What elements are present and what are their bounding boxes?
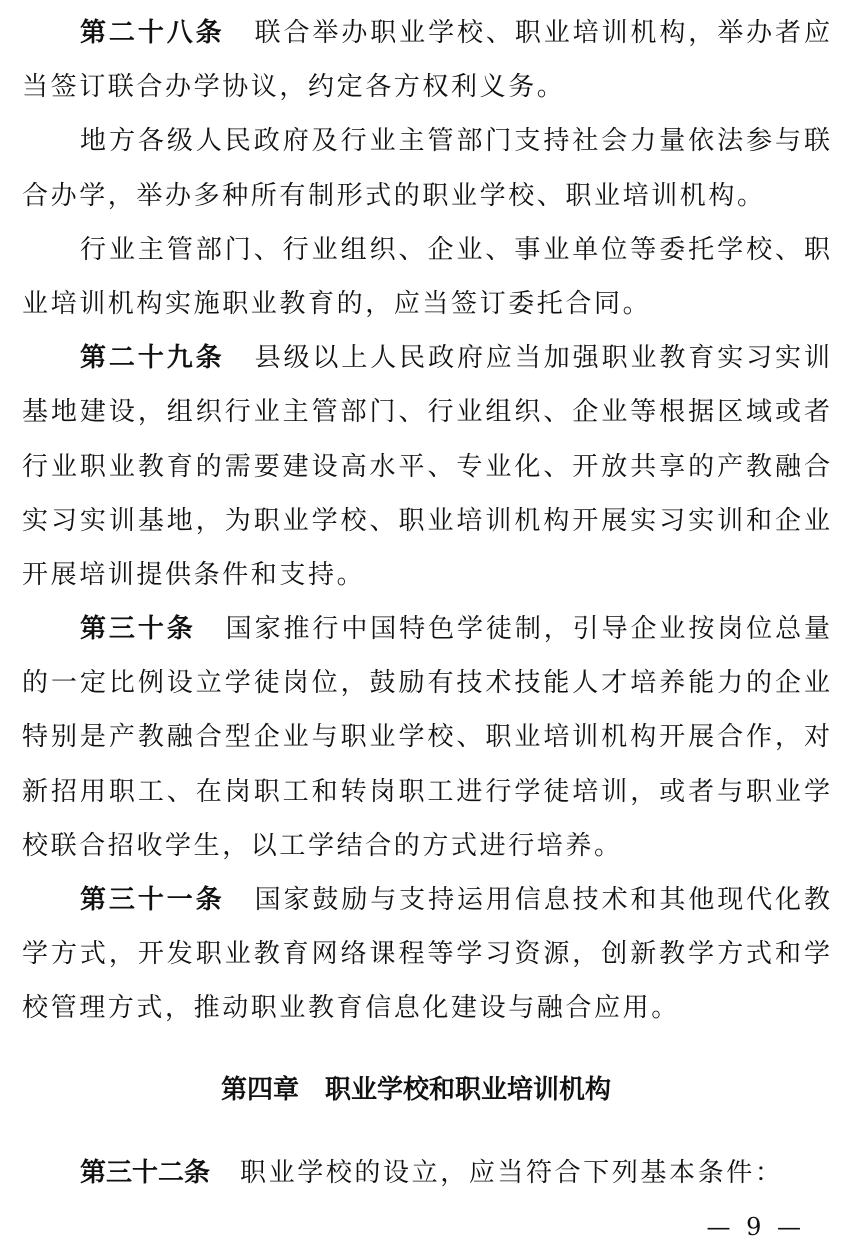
text-line — [22, 819, 830, 873]
chapter-section — [22, 1146, 830, 1200]
text-line — [22, 710, 830, 764]
text-line — [22, 223, 830, 277]
text-line — [22, 765, 830, 819]
text-line — [22, 385, 830, 439]
line-text: 新招用职工、在岗职工和转岗职工进行学徒培训，或者与职业学 — [22, 776, 830, 807]
article-heading: 第三十一条 — [80, 885, 225, 915]
chapter-title: 第四章 职业学校和职业培训机构 — [220, 1074, 611, 1105]
text-line — [22, 548, 830, 602]
line-text: 县级以上人民政府应当加强职业教育实习实训 — [254, 343, 830, 374]
line-text: 行业职业教育的需要建设高水平、专业化、开放共享的产教融合 — [22, 451, 830, 482]
text-line — [22, 927, 830, 981]
line-text: 行业主管部门、行业组织、企业、事业单位等委托学校、职 — [80, 234, 830, 265]
line-text: 地方各级人民政府及行业主管部门支持社会力量依法参与联 — [80, 126, 830, 157]
line-text: 当签订联合办学协议，约定各方权利义务。 — [22, 72, 566, 103]
line-text: 特别是产教融合型企业与职业学校、职业培训机构开展合作，对 — [22, 722, 830, 753]
article-paragraph — [22, 602, 830, 873]
article-heading: 第三十二条 — [80, 1157, 211, 1188]
paragraph — [22, 114, 830, 222]
article-heading: 第二十八条 — [80, 18, 225, 48]
text-line — [22, 494, 830, 548]
text-line — [22, 1146, 830, 1200]
line-text: 国家推行中国特色学徒制，引导企业按岗位总量 — [225, 614, 830, 645]
article-section — [22, 6, 830, 1036]
article-paragraph — [22, 6, 830, 114]
paragraph — [22, 223, 830, 331]
text-line — [22, 602, 830, 656]
line-text: 校联合招收学生，以工学结合的方式进行培养。 — [22, 830, 623, 861]
line-text: 校管理方式，推动职业教育信息化建设与融合应用。 — [22, 993, 680, 1024]
article-heading: 第三十条 — [80, 614, 196, 645]
text-line — [22, 277, 830, 331]
line-text: 业培训机构实施职业教育的，应当签订委托合同。 — [22, 288, 652, 319]
text-line — [22, 981, 830, 1035]
line-text: 合办学，举办多种所有制形式的职业学校、职业培训机构。 — [22, 180, 766, 211]
line-text: 学方式，开发职业教育网络课程等学习资源，创新教学方式和学 — [22, 939, 830, 970]
article-paragraph — [22, 331, 830, 602]
article-heading: 第二十九条 — [80, 343, 225, 374]
text-line — [22, 873, 830, 927]
line-text: 职业学校的设立，应当符合下列基本条件： — [240, 1157, 784, 1188]
line-text: 联合举办职业学校、职业培训机构，举办者应 — [254, 18, 830, 48]
text-line — [22, 60, 830, 114]
article-paragraph — [22, 1146, 830, 1200]
text-line — [22, 331, 830, 385]
text-line — [22, 6, 830, 60]
document-page — [22, 6, 830, 1254]
line-text: 国家鼓励与支持运用信息技术和其他现代化教 — [254, 885, 830, 915]
line-text: 开展培训提供条件和支持。 — [22, 559, 366, 590]
text-line — [22, 656, 830, 710]
text-line — [22, 114, 830, 168]
article-paragraph — [22, 873, 830, 1036]
line-text: 实习实训基地，为职业学校、职业培训机构开展实习实训和企业 — [22, 505, 830, 536]
text-line — [22, 169, 830, 223]
line-text: 的一定比例设立学徒岗位，鼓励有技术技能人才培养能力的企业 — [22, 668, 830, 699]
text-line — [22, 440, 830, 494]
page-number: — 9 — — [706, 1212, 805, 1241]
line-text: 基地建设，组织行业主管部门、行业组织、企业等根据区域或者 — [22, 397, 830, 428]
